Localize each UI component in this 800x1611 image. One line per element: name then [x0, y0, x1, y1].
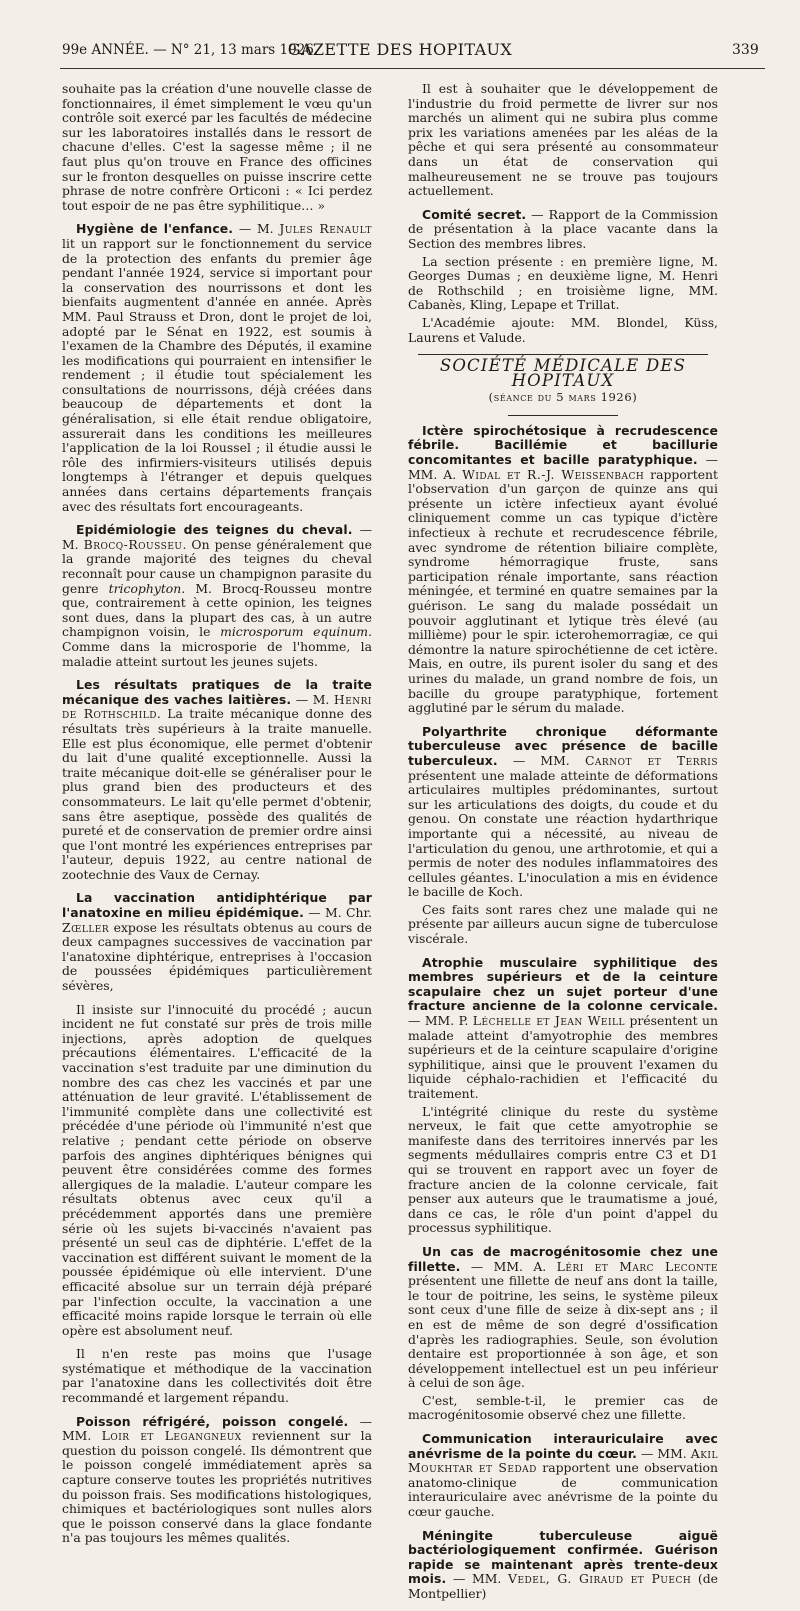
article-traite-mecanique	[62, 678, 372, 882]
article-body: . On pense généralement que la grande majorité des teignes du cheval reconnaît pour cause un champignon parasite du genre	[62, 536, 372, 596]
paragraph: C'est, semble-t-il, le premier cas de macrogénitosomie observé chez une fillette.	[408, 1392, 718, 1423]
lead-dash: — MM.	[446, 1571, 509, 1587]
article-heading: Polyarthrite chronique déformante tuberculeuse avec présence de bacille tuberculeux.	[408, 723, 718, 768]
author-name: Jules Renault	[279, 221, 372, 237]
article-atrophie	[408, 956, 718, 1102]
article-body: présentent une fillette de neuf ans dont la taille, le tour de poitrine, les seins, le système pileux sont ceux d'une fille de seize à dix-sept ans ; il en est de même de son degré d'ossification d'après les radiographies. Seule, son évolution dentaire est proportionnée à son âge, et son développement intellectuel est un peu inférieur à celui de son âge.	[408, 1273, 718, 1391]
article-body: . Comme dans la microsporie de l'homme, la maladie atteint surtout les jeunes sujets.	[62, 624, 373, 669]
article-teignes-cheval	[62, 523, 372, 669]
species-name: microsporum equinum	[220, 624, 369, 640]
article-body: présentent une malade atteinte de déformations articulaires multiples prédominantes, surtout sur les articulations des doigts, du coude et du genou. On constate une réaction hydarthrique importante qui a nécessité, au niveau de l'articulation du genou, une arthrotomie, et qui a permis de noter des nodules inflammatoires des cellules géantes. L'inoculation a mis en évidence le bacille de Koch.	[408, 767, 718, 900]
article-body: lit un rapport sur le fonctionnement du service de la protection des enfants du premier âge pendant l'année 1924, service si important pour la conservation des nourrissons et dont les bienfaits augmentent d'année en année. Après MM. Paul Strauss et Dron, dont le projet de loi, adopté par le Sénat en 1922, est soumis à l'examen de la Chambre des Députés, il examine les modifications qui pourraient en intensifier le rendement ; il étudie tout spécialement les consultations de nourrissons, déjà créées dans beaucoup de départements et dont la généralisation, si elle était rendue obligatoire, assurerait dans les conditions les meilleures l'application de la loi Roussel ; il étudie aussi le rôle des infirmiers-visiteurs utilisés depuis longtemps à l'étranger et depuis quelques années dans certains départements français avec des résultats fort encourageants.	[62, 235, 372, 514]
author-name: Zœller	[62, 919, 110, 935]
continued-paragraph: Il est à souhaiter que le développement de l'industrie du froid permette de livrer sur nos marchés un aliment qui ne subira plus comme prix les variations amenées par les aléas de la pêche et qui sera présenté au consommateur dans un état de conservation qui malheureusement ne se trouve pas toujours actuellement.	[408, 81, 718, 199]
article-polyarthrite	[408, 725, 718, 900]
article-heading: Un cas de macrogénitosomie chez une fillette.	[408, 1243, 718, 1274]
session-date: (séance du 5 mars 1926)	[488, 390, 638, 405]
lead-dash: — M.	[291, 691, 334, 707]
section-rule	[418, 354, 708, 355]
article-body: rapportent l'observation d'un garçon de quinze ans qui présente un ictère infectieux ayant évolué cliniquement comme un cas typique d'ictère infectieux à rechute et recrudescence fébrile, avec syndrome de rétention biliaire complète, syndrome hémorragique fruste, sans participation rénale importante, sans réaction méningée, et terminé en quatre semaines par la guérison. Le sang du malade possédait un pouvoir agglutinant et lytique très élevé (au millième) pour le spir. icterohemorragiæ, ce qui démontre la nature spirochétienne de cet ictère. Mais, en outre, ils purent isoler du sang et des urines du malade, un grand nombre de fois, un bacille du groupe paratyphique, fortement agglutiné par le sérum du malade.	[408, 466, 718, 716]
article-heading: Les résultats pratiques de la traite mécanique des vaches laitières.	[62, 677, 372, 707]
author-name: Léchelle et Jean Weill	[472, 1013, 626, 1029]
lead-dash: — M.	[62, 522, 372, 552]
article-ictere	[408, 424, 718, 716]
article-body: reviennent sur la question du poisson congelé. Ils démontrent que le poisson congelé immédiatement après sa capture conserve toutes les propriétés nutritives du poisson frais. Ses modifications histologiques, chimiques et bactériologiques sont nulles alors que le poisson conservé dans la glace fondante n'a pas toujours les mêmes qualités.	[62, 1428, 372, 1546]
journal-title: GAZETTE DES HOPITAUX	[287, 40, 513, 59]
left-column	[62, 82, 372, 1555]
article-heading: Epidémiologie des teignes du cheval.	[76, 522, 353, 538]
issue-info: 99e ANNÉE. — N° 21, 13 mars 1926.	[62, 42, 319, 58]
lead-dash: — MM.	[636, 1445, 691, 1461]
lead-dash: — MM. P.	[408, 1013, 473, 1029]
article-heading: Hygiène de l'enfance.	[76, 221, 234, 237]
author-name: Akil Moukhtar et Sedad	[408, 1445, 718, 1476]
article-vaccination	[62, 891, 372, 993]
article-body: (de Montpellier)	[408, 1571, 718, 1601]
genus-name: tricophyton	[108, 580, 182, 596]
article-hygiene-enfance	[62, 222, 372, 514]
lead-dash: — MM.	[62, 1413, 372, 1444]
author-name: Brocq-Rousseu	[83, 536, 183, 552]
article-poisson	[62, 1415, 372, 1546]
article-body: présentent un malade atteint d'amyotrophie des membres supérieurs et de la ceinture scapulaire d'origine syphilitique, ainsi que le prouvent l'examen du liquide céphalo-rachidien et l'efficacité du traitement.	[408, 1013, 718, 1101]
article-heading: Atrophie musculaire syphilitique des membres supérieurs et de la ceinture scapulaire chez un sujet porteur d'une fracture ancienne de la colonne cervicale.	[408, 954, 718, 1014]
right-column	[408, 82, 718, 1611]
lead-dash: — MM. A.	[408, 452, 718, 482]
article-heading: Ictère spirochétosique à recrudescence fébrile. Bacillémie et bacillurie concomitantes et bacille paratyphique.	[408, 422, 718, 468]
lead-dash: — M. Chr.	[303, 905, 372, 921]
society-title: SOCIÉTÉ MÉDICALE DES HOPITAUX	[439, 356, 687, 390]
article-body: . M. Brocq-Rousseu montre que, contrairement à cette opinion, les teignes sont dues, dans la plupart des cas, à un autre champignon voisin, le	[62, 580, 372, 640]
page-number: 339	[732, 42, 759, 58]
section-rule	[508, 415, 618, 416]
paragraph: L'intégrité clinique du reste du système nerveux, le fait que cette amyotrophie se manifeste dans des territoires innervés par les segments médullaires compris entre C3 et D1 qui se trouvent en rapport avec un foyer de fracture ancien de la colonne cervicale, fait penser aux auteurs que le traumatisme a joué, dans ce cas, le rôle d'un point d'appel du processus syphilitique.	[408, 1103, 718, 1236]
paragraph: Il n'en reste pas moins que l'usage systématique et méthodique de la vaccination par l'anatoxine dans les collectivités doit être recommandé et largement répandu.	[62, 1346, 372, 1406]
article-body: rapportent une observation anatomo-clinique de communication interauriculaire avec anévrisme de la pointe du cœur gauche.	[408, 1460, 718, 1520]
author-name: Widal et R.-J. Weissenbach	[462, 466, 645, 482]
author-name: Carnot et Terris	[584, 752, 718, 768]
author-name: Loir et Legangneux	[101, 1428, 242, 1444]
article-body: . La traite mécanique donne des résultats très supérieurs à la traite manuelle. Elle est plus économique, elle permet d'obtenir du lait d'une qualité exceptionnelle. Aussi la traite mécanique doit-elle se généraliser pour le plus grand bien des producteurs et des consommateurs. Le lait qu'elle permet d'obtenir, sans être aseptique, possède des qualités de pureté et de conservation de premier ordre ainsi que l'ont montré les expériences entreprises par l'auteur, depuis 1922, au centre national de zootechnie des Vaux de Cernay.	[62, 706, 372, 882]
article-macrogenitosomie	[408, 1245, 718, 1391]
paragraph: L'Académie ajoute: MM. Blondel, Küss, Laurens et Valude.	[408, 314, 718, 345]
author-name: Léri et Marc Leconte	[556, 1258, 718, 1274]
article-heading: Communication interauriculaire avec anévrisme de la pointe du cœur.	[408, 1431, 718, 1461]
continued-paragraph: souhaite pas la création d'une nouvelle classe de fonctionnaires, il émet simplement le vœu qu'un contrôle soit exercé par les facultés de médecine sur les laboratoires installés dans le ressort de chacune d'elles. C'est la sagesse même ; il ne faut plus qu'on trouve en France des officines sur le fronton desquelles on puisse inscrire cette phrase de notre confrère Orticoni : « Ici perdez tout espoir de ne pas être syphilitique… »	[62, 81, 372, 213]
article-heading: Méningite tuberculeuse aiguë bactériologiquement confirmée. Guérison rapide se maintenant après trente-deux mois.	[408, 1527, 718, 1587]
article-heading: Comité secret.	[422, 206, 527, 222]
paragraph: La section présente : en première ligne, M. Georges Dumas ; en deuxième ligne, M. Henri de Rothschild ; en troisième ligne, MM. Cabanès, Kling, Lepape et Trillat.	[408, 253, 718, 313]
author-name: Vedel, G. Giraud et Puech	[508, 1571, 692, 1587]
paragraph: Ces faits sont rares chez une malade qui ne présente par ailleurs aucun signe de tuberculose viscérale.	[408, 901, 718, 947]
article-body: expose les résultats obtenus au cours de deux campagnes successives de vaccination par l'anatoxine diphtérique, entreprises à l'occasion de poussées épidémiques particulièrement sévères,	[62, 919, 372, 994]
header-rule	[60, 68, 765, 69]
article-meningite	[408, 1529, 718, 1602]
author-name: Henri de Rothschild	[62, 691, 372, 722]
article-heading: La vaccination antidiphtérique par l'anatoxine en milieu épidémique.	[62, 890, 372, 921]
running-header	[0, 38, 800, 60]
lead-dash: — MM. A.	[460, 1258, 557, 1274]
paragraph: Il insiste sur l'innocuité du procédé ; aucun incident ne fut constaté sur près de trois mille injections, après adoption de quelques précautions élémentaires. L'efficacité de la vaccination s'est traduite par une diminution du nombre des cas chez les vaccinés et par une atténuation de leur gravité. L'établissement de l'immunité complète dans une collectivité est précédée d'une période où l'immunité n'est que relative ; pendant cette période on observe parfois des angines diphtériques bénignes qui peuvent être considérées comme des formes allergiques de la maladie. L'auteur compare les résultats obtenus avec ceux qu'il a précédemment apportés dans une première série où les sujets bi-vaccinés n'avaient pas présenté un seul cas de diphtérie. L'effet de la vaccination est différent suivant le moment de la poussée épidémique où elle intervient. D'une efficacité absolue sur un terrain déjà préparé par l'infection occulte, la vaccination a une efficacité moins rapide lorsque le terrain où elle opère est absolument neuf.	[62, 1001, 372, 1338]
article-comite-secret	[408, 208, 718, 252]
article-body: — Rapport de la Commission de présentation à la place vacante dans la Section des membres libres.	[408, 206, 718, 251]
article-communication-interauriculaire	[408, 1432, 718, 1520]
lead-dash: — MM.	[497, 752, 585, 768]
lead-dash: — M.	[233, 221, 280, 237]
article-heading: Poisson réfrigéré, poisson congelé.	[76, 1413, 349, 1429]
